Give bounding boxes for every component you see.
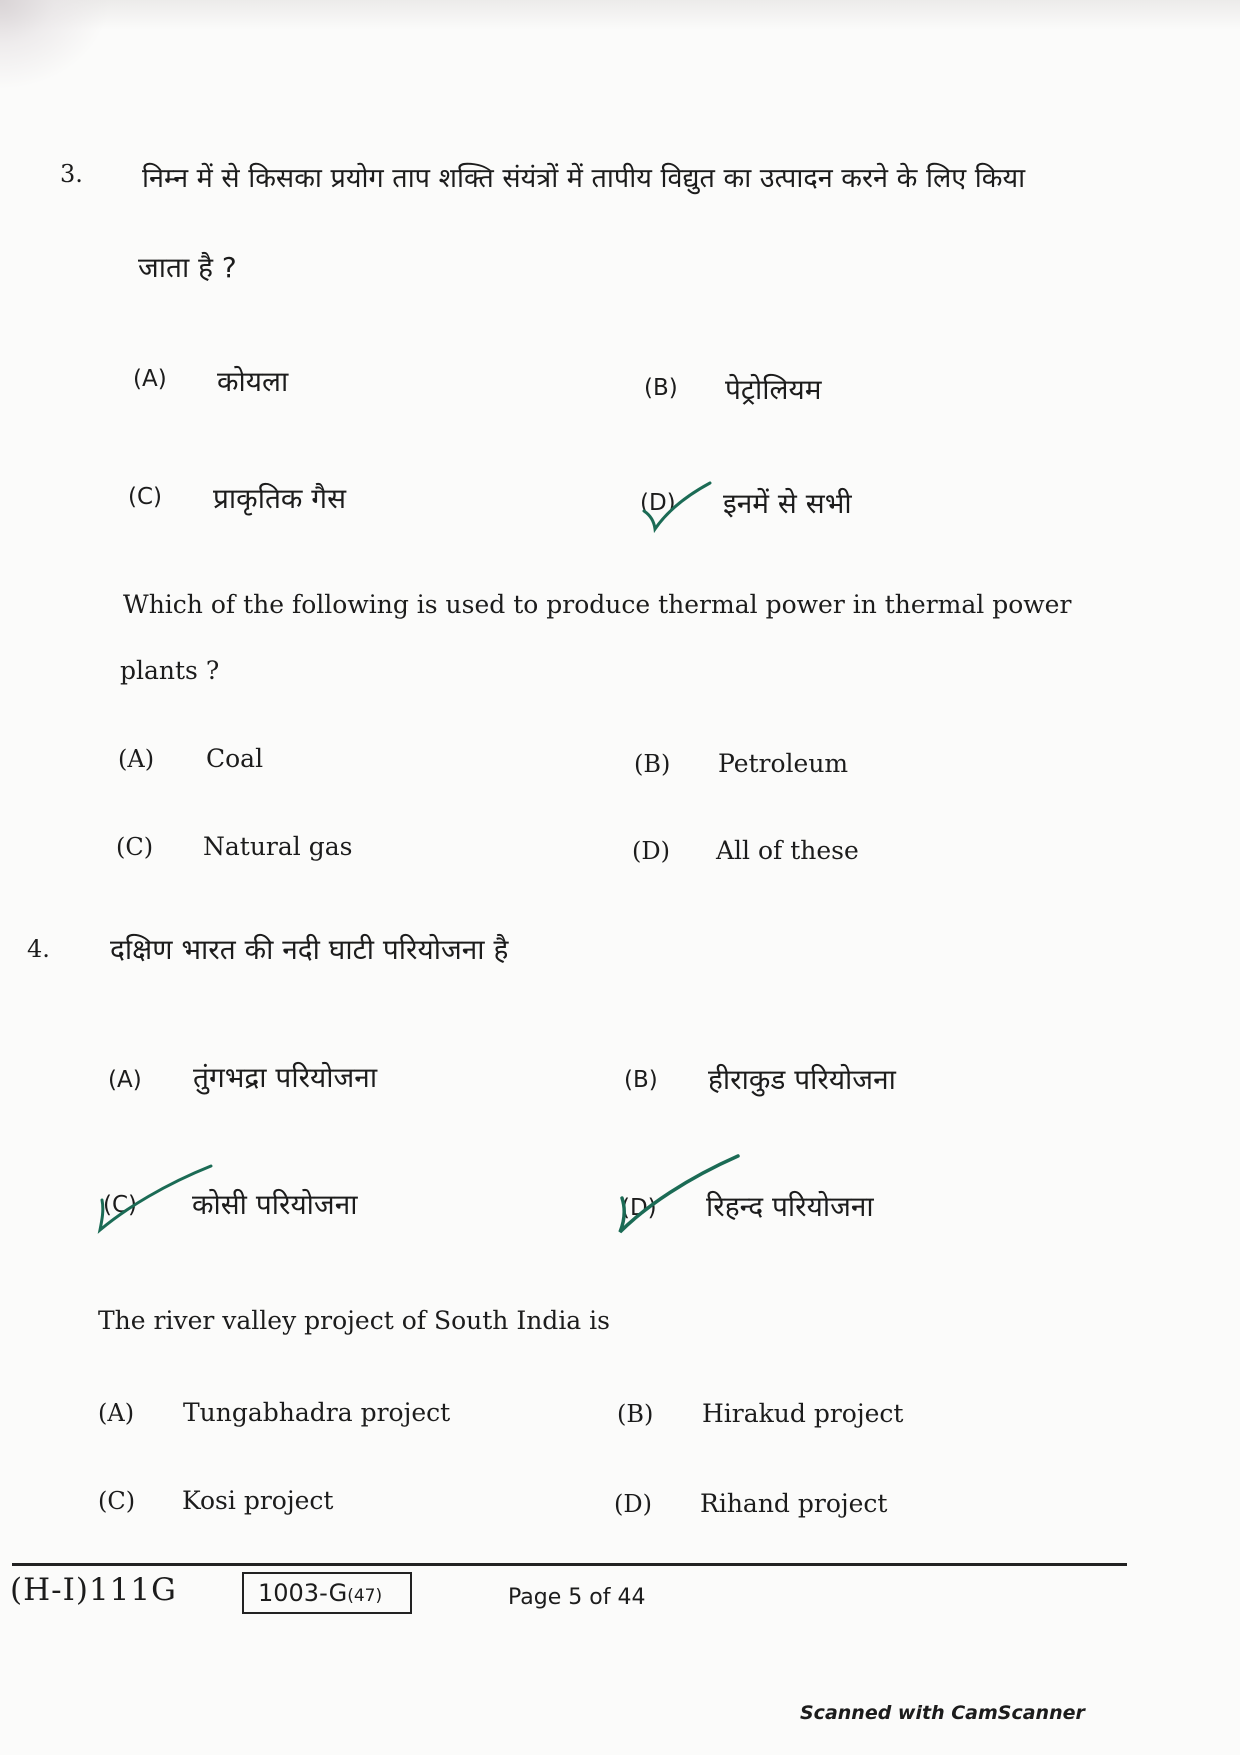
q3-english-option-c-label: (C)	[116, 833, 154, 861]
question-4-english-line-1: The river valley project of South India is	[98, 1306, 610, 1335]
q4-english-option-a-label: (A)	[98, 1399, 135, 1427]
question-3-number: 3.	[60, 160, 83, 188]
q4-hindi-option-d-label: (D)	[621, 1195, 657, 1221]
q3-english-option-a-label: (A)	[118, 745, 155, 773]
q3-hindi-option-b-text: पेट्रोलियम	[725, 373, 822, 406]
q4-english-option-d-text: Rihand project	[700, 1489, 888, 1518]
check-mark-icon	[640, 475, 715, 535]
q3-english-option-b-text: Petroleum	[718, 749, 849, 778]
q4-english-option-c-text: Kosi project	[182, 1486, 334, 1515]
booklet-code: 1003-G	[258, 1579, 348, 1607]
scan-top-shadow	[0, 0, 1240, 30]
question-3-english-line-2: plants ?	[120, 656, 220, 685]
scanner-watermark: Scanned with CamScanner	[800, 1702, 1085, 1724]
q3-english-option-d-text: All of these	[716, 836, 859, 865]
q4-hindi-option-a-label: (A)	[108, 1067, 142, 1093]
q3-hindi-option-a-label: (A)	[133, 366, 167, 392]
q3-hindi-option-b-label: (B)	[644, 375, 678, 401]
q4-english-option-b-text: Hirakud project	[702, 1399, 904, 1428]
q4-hindi-option-c-text: कोसी परियोजना	[192, 1188, 358, 1221]
q4-english-option-d-label: (D)	[614, 1490, 652, 1518]
q4-hindi-option-b-text: हीराकुड परियोजना	[708, 1063, 896, 1096]
q4-hindi-option-b-label: (B)	[624, 1067, 658, 1093]
question-4-hindi-line-1: दक्षिण भारत की नदी घाटी परियोजना है	[110, 933, 509, 966]
question-4-number: 4.	[27, 935, 50, 963]
footer-divider	[12, 1563, 1127, 1566]
q3-english-option-c-text: Natural gas	[203, 832, 353, 861]
q4-hindi-option-c-label: (C)	[103, 1192, 138, 1218]
question-3-hindi-line-1: निम्न में से किसका प्रयोग ताप शक्ति संयंत्रों में तापीय विद्युत का उत्पादन करने के लिए किया	[142, 163, 1026, 194]
q3-hindi-option-d-text: इनमें से सभी	[723, 487, 852, 520]
page-number: Page 5 of 44	[508, 1585, 646, 1610]
question-3-hindi-line-2: जाता है ?	[138, 251, 237, 284]
question-3-english-line-1: Which of the following is used to produce thermal power in thermal power	[123, 590, 1072, 619]
q3-english-option-b-label: (B)	[634, 750, 671, 778]
q3-english-option-d-label: (D)	[632, 837, 670, 865]
q3-hindi-option-c-text: प्राकृतिक गैस	[213, 482, 346, 515]
q3-hindi-option-a-text: कोयला	[217, 365, 289, 398]
booklet-code-box	[242, 1572, 412, 1614]
q3-english-option-a-text: Coal	[206, 744, 264, 773]
q3-hindi-option-c-label: (C)	[128, 484, 163, 510]
paper-code: (H-I)111G	[10, 1572, 177, 1608]
q4-english-option-c-label: (C)	[98, 1487, 136, 1515]
booklet-code-sub: (47)	[347, 1586, 383, 1606]
q4-hindi-option-d-text: रिहन्द परियोजना	[706, 1190, 874, 1223]
scan-corner-shadow	[0, 0, 110, 90]
q4-hindi-option-a-text: तुंगभद्रा परियोजना	[193, 1061, 378, 1094]
q3-hindi-option-d-label: (D)	[640, 490, 676, 516]
q4-english-option-b-label: (B)	[617, 1400, 654, 1428]
q4-english-option-a-text: Tungabhadra project	[183, 1398, 451, 1427]
